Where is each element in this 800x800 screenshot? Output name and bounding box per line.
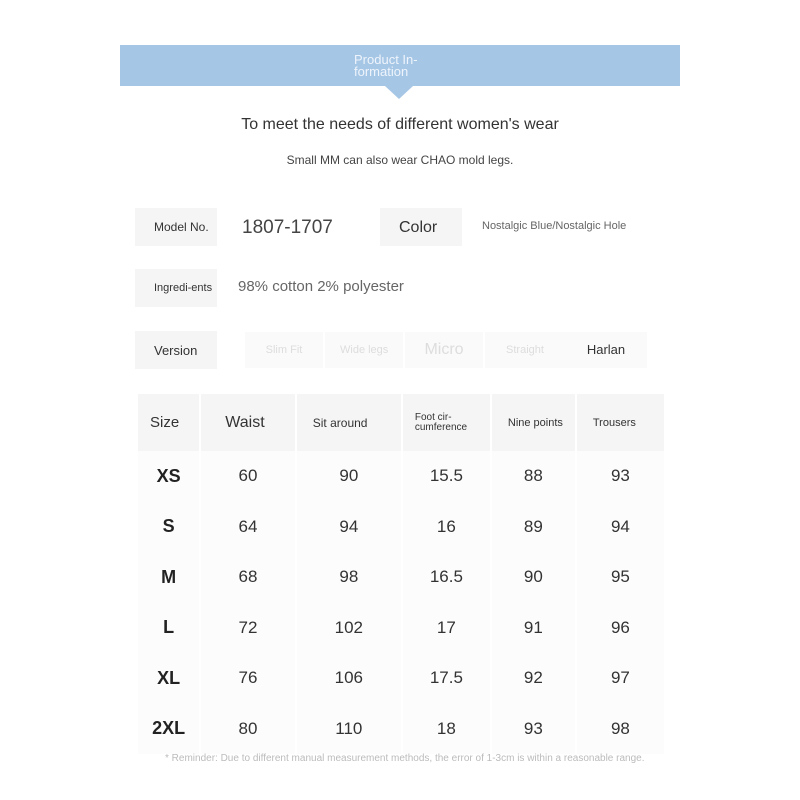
version-micro: Micro — [405, 332, 483, 368]
table-cell: 110 — [297, 704, 401, 755]
table-cell: 80 — [201, 704, 295, 755]
col-waist: Waist — [201, 394, 295, 451]
table-cell: 93 — [577, 451, 664, 502]
table-cell: 18 — [403, 704, 490, 755]
table-cell: 17.5 — [403, 653, 490, 704]
ingredients-value: 98% cotton 2% polyester — [238, 278, 404, 295]
table-cell: XS — [138, 451, 199, 502]
table-cell: 89 — [492, 502, 575, 553]
table-cell: 15.5 — [403, 451, 490, 502]
table-cell: 90 — [297, 451, 401, 502]
col-sit-around: Sit around — [297, 394, 401, 451]
table-cell: 96 — [577, 603, 664, 654]
version-straight: Straight — [485, 332, 565, 368]
table-cell: XL — [138, 653, 199, 704]
table-cell: 16.5 — [403, 552, 490, 603]
reminder-note: * Reminder: Due to different manual measurement methods, the error of 1-3cm is within a reasonable range. — [165, 753, 645, 764]
table-cell: 102 — [297, 603, 401, 654]
table-cell: 17 — [403, 603, 490, 654]
model-label: Model No. — [135, 208, 217, 246]
banner-arrow — [385, 86, 413, 99]
table-cell: 76 — [201, 653, 295, 704]
col-size: Size — [138, 394, 199, 451]
table-cell: 94 — [577, 502, 664, 553]
table-cell: 88 — [492, 451, 575, 502]
table-cell: 72 — [201, 603, 295, 654]
table-cell: M — [138, 552, 199, 603]
headline: To meet the needs of different women's wear — [241, 116, 559, 133]
color-value: Nostalgic Blue/Nostalgic Hole — [482, 220, 627, 232]
table-cell: 91 — [492, 603, 575, 654]
version-wide-legs: Wide legs — [325, 332, 403, 368]
table-cell: 16 — [403, 502, 490, 553]
table-row — [138, 451, 664, 502]
table-cell: 64 — [201, 502, 295, 553]
model-value: 1807-1707 — [242, 217, 333, 238]
table-cell: 94 — [297, 502, 401, 553]
col-foot-circumference: Foot cir-cumference — [403, 394, 490, 451]
table-cell: 98 — [297, 552, 401, 603]
table-cell: S — [138, 502, 199, 553]
table-cell: 92 — [492, 653, 575, 704]
ingredients-label: Ingredi-ents — [135, 269, 217, 307]
col-nine-points: Nine points — [492, 394, 575, 451]
col-trousers: Trousers — [577, 394, 664, 451]
color-label: Color — [380, 208, 462, 246]
table-cell: 95 — [577, 552, 664, 603]
table-cell: 90 — [492, 552, 575, 603]
version-label: Version — [135, 331, 217, 369]
table-cell: 93 — [492, 704, 575, 755]
banner-title: Product In-formation — [354, 52, 418, 79]
size-table — [136, 394, 666, 754]
table-row — [138, 603, 664, 654]
table-row — [138, 653, 664, 704]
table-cell: L — [138, 603, 199, 654]
table-cell: 97 — [577, 653, 664, 704]
table-cell: 2XL — [138, 704, 199, 755]
table-cell: 68 — [201, 552, 295, 603]
table-row — [138, 502, 664, 553]
version-harlan-selected: Harlan — [565, 332, 647, 368]
version-slim-fit: Slim Fit — [245, 332, 323, 368]
table-row — [138, 704, 664, 755]
table-cell: 60 — [201, 451, 295, 502]
subheadline: Small MM can also wear CHAO mold legs. — [286, 153, 514, 167]
table-cell: 98 — [577, 704, 664, 755]
table-cell: 106 — [297, 653, 401, 704]
table-row — [138, 552, 664, 603]
